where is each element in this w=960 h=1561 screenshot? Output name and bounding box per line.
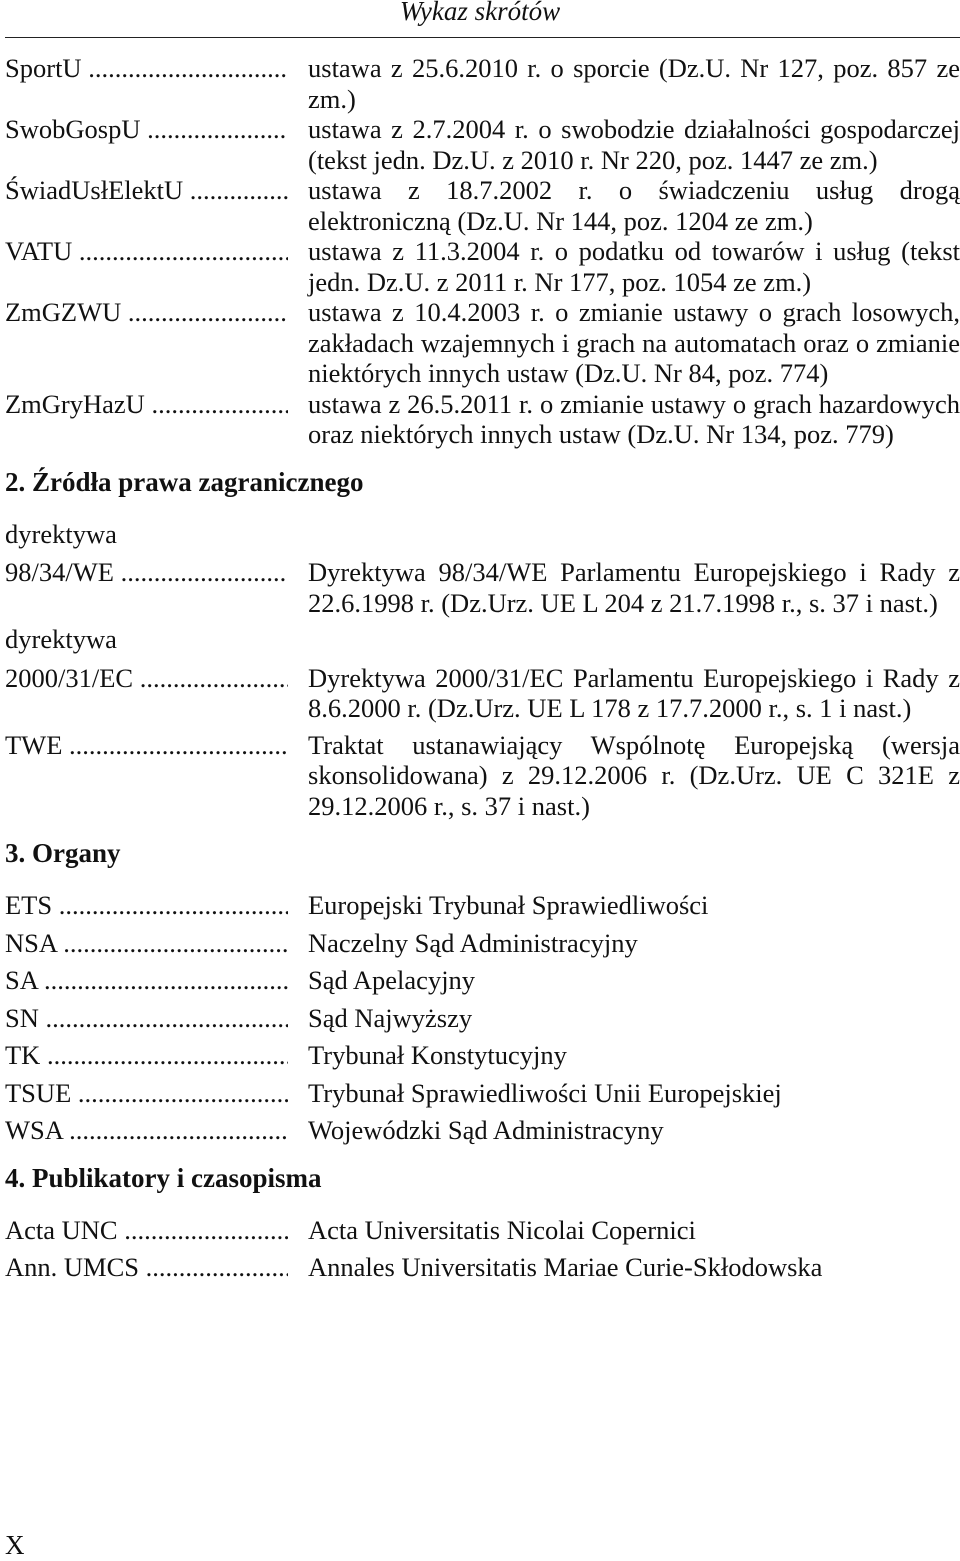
entry-term: SN ..... <box>5 1003 288 1034</box>
entry-definition: Acta Universitatis Nicolai Copernici <box>308 1214 696 1245</box>
entry-term: ZmGryHazU ..... <box>5 389 288 450</box>
entry-definition: Naczelny Sąd Administracyjny <box>308 927 638 958</box>
entry-definition: Traktat ustanawiający Wspólnotę Europejską (wersja skonsolidowana) z 29.12.2006 r. (Dz.Urz. UE C 321E z 29.12.2006 r., s. 37 i nast.) <box>308 729 960 821</box>
section-heading: 3. Organy <box>5 838 121 868</box>
page-number: X <box>5 1530 25 1560</box>
entry-term: ŚwiadUsłElektU ..... <box>5 175 288 236</box>
entry-term: Ann. UMCS ..... <box>5 1252 288 1283</box>
entry-definition: Annales Universitatis Mariae Curie-Skłodowska <box>308 1252 823 1282</box>
abbreviation-entry <box>5 928 960 959</box>
entry-term: 2000/31/EC ..... <box>5 663 288 724</box>
abbreviation-entry <box>5 1078 960 1109</box>
entry-definition: ustawa z 2.7.2004 r. o swobodzie działalności gospodarczej (tekst jedn. Dz.U. z 2010 r. Nr 220, poz. 1447 ze zm.) <box>308 114 960 175</box>
entry-term: WSA ..... <box>5 1115 288 1146</box>
entry-definition: ustawa z 11.3.2004 r. o podatku od towarów i usług (tekst jedn. Dz.U. z 2011 r. Nr 177, poz. 1054 ze zm.) <box>308 236 960 297</box>
entry-definition: ustawa z 18.7.2002 r. o świadczeniu usług drogą elektroniczną (Dz.U. Nr 144, poz. 1204 ze zm.) <box>308 175 960 236</box>
abbreviation-entry <box>5 389 960 450</box>
abbreviation-entry <box>5 730 960 822</box>
entry-term: TK ..... <box>5 1040 288 1071</box>
entry-definition: Wojewódzki Sąd Administracyny <box>308 1115 664 1145</box>
entry-definition: Dyrektywa 98/34/WE Parlamentu Europejskiego i Rady z 22.6.1998 r. (Dz.Urz. UE L 204 z 21.7.1998 r., s. 37 i nast.) <box>308 557 960 618</box>
entry-term: NSA ..... <box>5 928 288 959</box>
header-rule <box>5 37 960 38</box>
entry-definition: Trybunał Sprawiedliwości Unii Europejskiej <box>308 1077 782 1108</box>
abbreviation-entry <box>5 1003 960 1034</box>
abbreviation-entry <box>5 114 960 175</box>
section-heading: 2. Źródła prawa zagranicznego <box>5 466 364 497</box>
abbreviation-entry <box>5 297 960 389</box>
abbreviation-list <box>5 53 960 1283</box>
entry-term: SwobGospU ..... <box>5 114 288 175</box>
entry-definition: Sąd Apelacyjny <box>308 965 476 995</box>
abbreviation-entry <box>5 557 960 618</box>
entry-definition: Europejski Trybunał Sprawiedliwości <box>308 890 709 920</box>
category-label: dyrektywa <box>5 518 117 549</box>
entry-term: 98/34/WE ..... <box>5 557 288 618</box>
entry-definition: Dyrektywa 2000/31/EC Parlamentu Europejskiego i Rady z 8.6.2000 r. (Dz.Urz. UE L 178 z 17.7.2000 r., s. 1 i nast.) <box>308 662 960 723</box>
abbreviation-entry <box>5 1215 960 1246</box>
entry-term: TSUE ..... <box>5 1078 288 1109</box>
abbreviation-entry <box>5 1115 960 1146</box>
entry-definition: ustawa z 26.5.2011 r. o zmianie ustawy o grach hazardowych oraz niektórych innych ustaw (Dz.U. Nr 134, poz. 779) <box>308 388 960 449</box>
abbreviation-entry <box>5 1252 960 1283</box>
section-heading: 4. Publikatory i czasopisma <box>5 1162 322 1193</box>
category-label: dyrektywa <box>5 624 117 654</box>
running-header: Wykaz skrótów <box>399 0 561 26</box>
entry-term: ETS ..... <box>5 890 288 921</box>
abbreviation-entry <box>5 236 960 297</box>
entry-term: ZmGZWU ..... <box>5 297 288 389</box>
entry-term: SA ..... <box>5 965 288 996</box>
document-page <box>5 0 960 1561</box>
abbreviation-entry <box>5 965 960 996</box>
entry-definition: Sąd Najwyższy <box>308 1002 473 1033</box>
entry-term: TWE ..... <box>5 730 288 822</box>
abbreviation-entry <box>5 175 960 236</box>
entry-term: Acta UNC ..... <box>5 1215 288 1246</box>
abbreviation-entry <box>5 663 960 724</box>
entry-term: SportU ..... <box>5 53 288 114</box>
abbreviation-entry <box>5 53 960 114</box>
entry-definition: Trybunał Konstytucyjny <box>308 1040 567 1070</box>
entry-definition: ustawa z 10.4.2003 r. o zmianie ustawy o grach losowych, zakładach wzajemnych i grach na automatach oraz o zmianie niektórych innych ustaw (Dz.U. Nr 84, poz. 774) <box>308 297 960 388</box>
abbreviation-entry <box>5 1040 960 1071</box>
entry-term: VATU ..... <box>5 236 288 297</box>
entry-definition: ustawa z 25.6.2010 r. o sporcie (Dz.U. Nr 127, poz. 857 ze zm.) <box>308 53 960 114</box>
abbreviation-entry <box>5 890 960 921</box>
